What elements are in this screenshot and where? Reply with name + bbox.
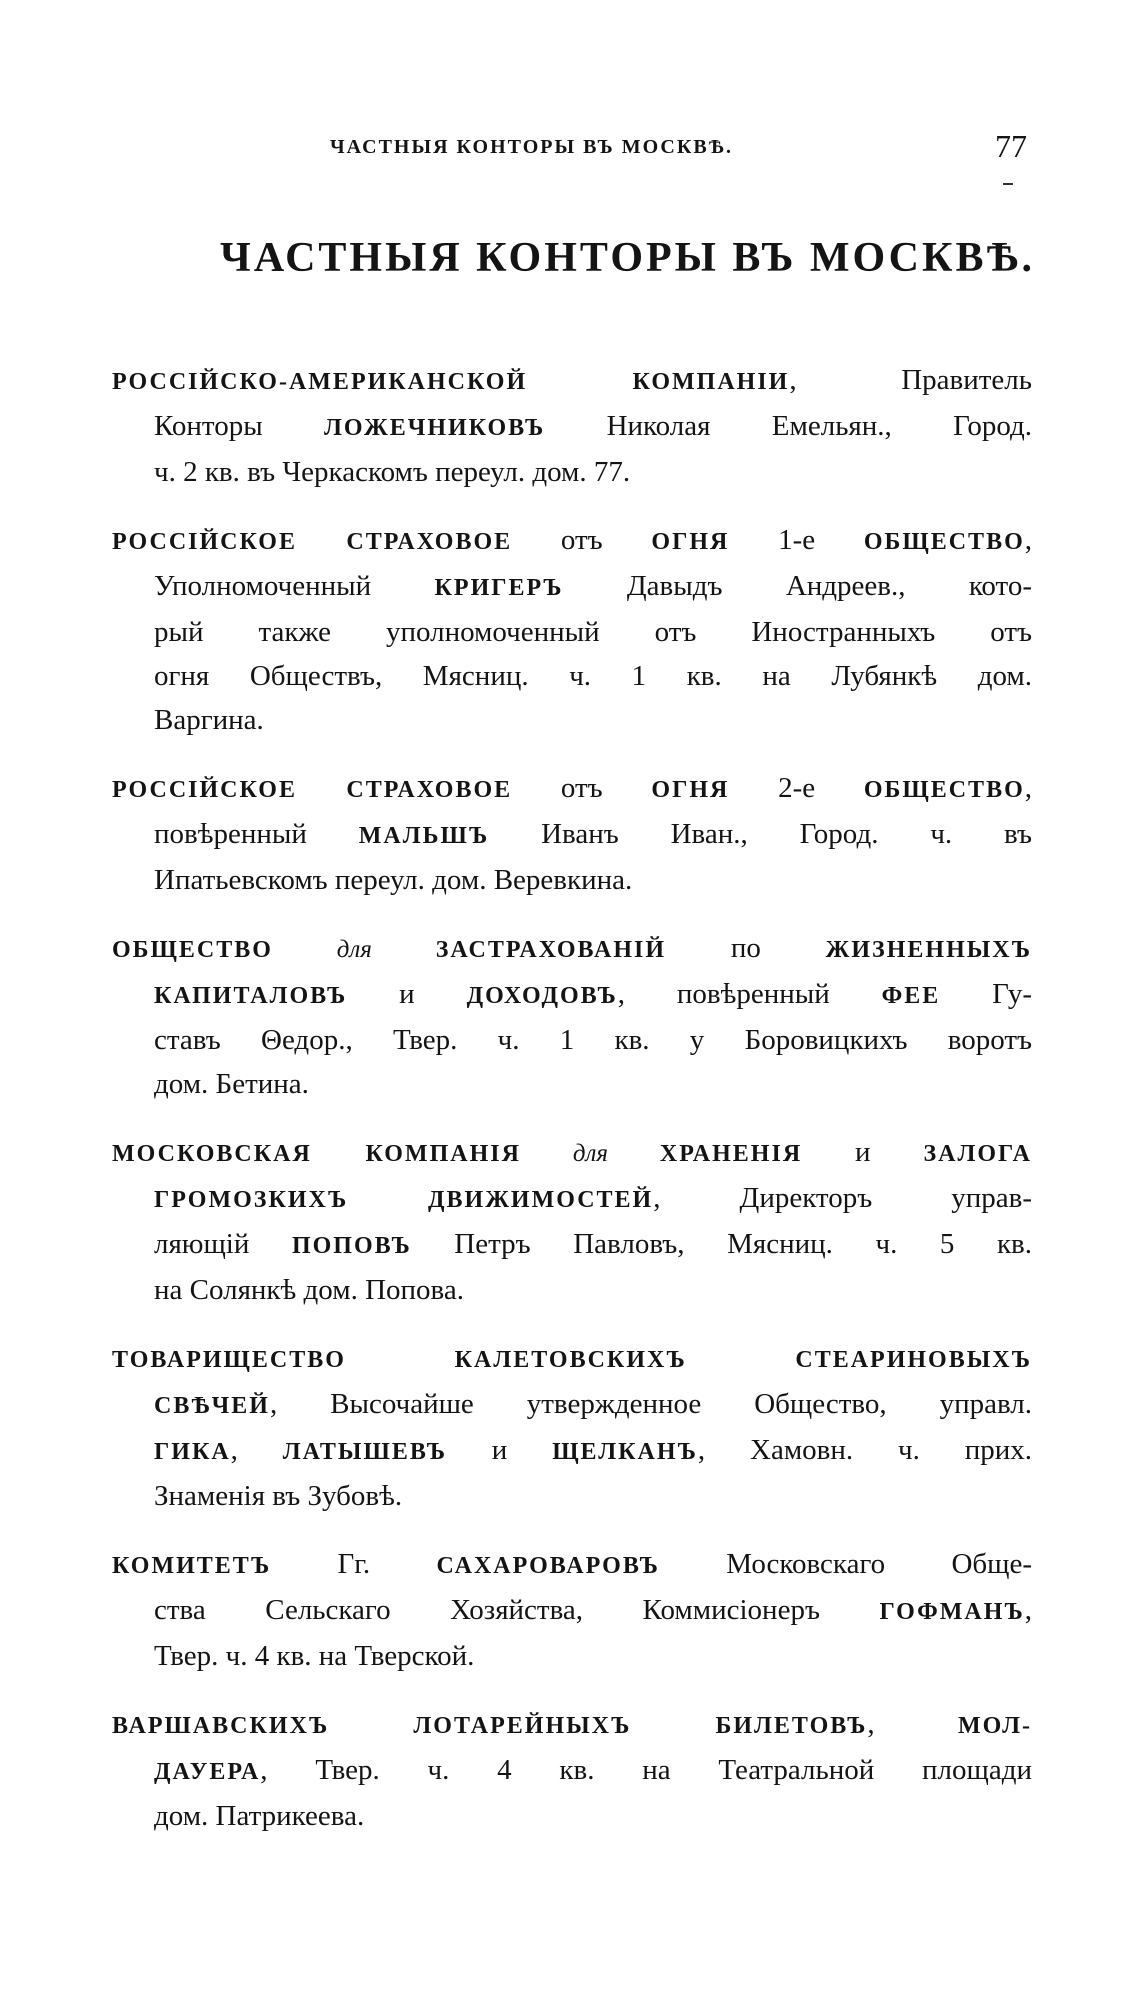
entry-text: , Директоръ управ- (653, 1182, 1032, 1214)
entry-text: дом. Патрикеева. (154, 1800, 365, 1832)
entry-text: Иванъ Иван., Город. ч. въ (489, 818, 1032, 850)
entry-name: ЩЕЛКАНЪ (552, 1439, 698, 1465)
entry-text: на Солянкѣ дом. Попова. (154, 1274, 464, 1306)
entry-text: рый также уполномоченный отъ Иностранныхъ отъ (154, 616, 1032, 648)
entry-text: отъ (512, 772, 652, 804)
entry-name: ОГНЯ (651, 529, 730, 555)
entry-line (112, 1794, 1032, 1838)
entry-name: РОССІЙСКОЕ СТРАХОВОЕ (112, 777, 513, 803)
entry-name: ОБЩЕСТВО (112, 937, 273, 963)
entry-text: отъ (512, 524, 652, 556)
entry-text: повѣренный (154, 818, 359, 850)
entry-text: ства Сельскаго Хозяйства, Коммисіонеръ (154, 1594, 880, 1626)
entry-line (112, 654, 1032, 698)
entry-name: КОМИТЕТЪ (112, 1553, 272, 1579)
entry-line (112, 766, 1032, 812)
entry-text: , (867, 1708, 958, 1740)
entry-line (112, 858, 1032, 902)
entry-text: и (347, 978, 467, 1010)
entry-line (112, 1542, 1032, 1588)
entries-list (112, 358, 1032, 1862)
directory-entry (112, 1130, 1032, 1312)
entry-name: ДАУЕРА (154, 1759, 261, 1785)
entry-line (112, 1268, 1032, 1312)
entry-line (112, 1222, 1032, 1268)
entry-line (112, 1336, 1032, 1382)
entry-line (112, 926, 1032, 972)
page-number: 77 (995, 128, 1027, 164)
entry-text: и (802, 1136, 924, 1168)
directory-entry (112, 766, 1032, 902)
entry-text: 2-е (729, 772, 864, 804)
entry-name: ОБЩЕСТВО (863, 529, 1025, 555)
entry-name: МАЛЬШЪ (358, 823, 490, 849)
entry-line (112, 698, 1032, 742)
entry-text: ляющій (154, 1228, 292, 1260)
running-head: ЧАСТНЫЯ КОНТОРЫ ВЪ МОСКВѢ. (330, 136, 733, 158)
entry-name: ЛОЖЕЧНИКОВЪ (324, 415, 546, 441)
entry-text: ставъ Θедор., Твер. ч. 1 кв. у Боровицкихъ воротъ (154, 1024, 1032, 1056)
entry-name: КАПИТАЛОВЪ (154, 983, 348, 1009)
directory-entry (112, 1336, 1032, 1518)
entry-text: , (1024, 772, 1032, 804)
entry-line (112, 1018, 1032, 1062)
entry-line (112, 1748, 1032, 1794)
entry-line (112, 812, 1032, 858)
entry-name: ГИКА (154, 1439, 231, 1465)
entry-text: Ипатьевскомъ переул. дом. Веревкина. (154, 864, 633, 896)
entry-name: РОССІЙСКО-АМЕРИКАНСКОЙ КОМПАНІИ (112, 369, 790, 395)
entry-text: 1-е (729, 524, 864, 556)
entry-text: Николая Емельян., Город. (545, 410, 1032, 442)
entry-line (112, 1634, 1032, 1678)
entry-text: дом. Бетина. (154, 1068, 309, 1100)
entry-name: ФЕЕ (881, 983, 941, 1009)
entry-name: ЗАСТРАХОВАНІЙ (435, 937, 667, 963)
page-title: ЧАСТНЫЯ КОНТОРЫ ВЪ МОСКВѢ. (220, 235, 1036, 281)
entry-name: ГРОМОЗКИХЪ ДВИЖИМОСТЕЙ (154, 1187, 654, 1213)
entry-name: ОГНЯ (651, 777, 730, 803)
entry-line (112, 1062, 1032, 1106)
directory-entry (112, 1702, 1032, 1838)
entry-line (112, 450, 1032, 494)
entry-line (112, 564, 1032, 610)
entry-name: ЖИЗНЕННЫХЪ (825, 937, 1032, 963)
entry-text: , (1024, 1594, 1032, 1626)
entry-text: Уполномоченный (154, 570, 435, 602)
entry-name: РОССІЙСКОЕ СТРАХОВОЕ (112, 529, 513, 555)
entry-text: Варгина. (154, 704, 264, 736)
entry-text: Гг. (271, 1548, 437, 1580)
entry-line (112, 1176, 1032, 1222)
entry-text: для (272, 936, 436, 963)
directory-entry (112, 926, 1032, 1106)
entry-text: , Твер. ч. 4 кв. на Театральной площади (260, 1754, 1032, 1786)
entry-line (112, 1474, 1032, 1518)
entry-text: и (446, 1434, 553, 1466)
entry-name: ВАРШАВСКИХЪ ЛОТАРЕЙНЫХЪ БИЛЕТОВЪ (112, 1713, 868, 1739)
entry-text: , Хамовн. ч. прих. (697, 1434, 1032, 1466)
entry-name: ЛАТЫШЕВЪ (282, 1439, 447, 1465)
entry-name: САХАРОВАРОВЪ (436, 1553, 660, 1579)
entry-text: ч. 2 кв. въ Черкаскомъ переул. дом. 77. (154, 456, 631, 488)
entry-text: , (1024, 524, 1032, 556)
entry-text: Конторы (154, 410, 325, 442)
entry-line (112, 1382, 1032, 1428)
entry-text: Петръ Павловъ, Мясниц. ч. 5 кв. (411, 1228, 1032, 1260)
decorative-dash (1003, 183, 1013, 185)
entry-name: СВѢЧЕЙ (154, 1393, 270, 1419)
entry-line (112, 1702, 1032, 1748)
entry-name: МОЛ- (958, 1713, 1032, 1739)
entry-text: , Высочайше утвержденное Общество, управл. (269, 1388, 1032, 1420)
directory-entry (112, 518, 1032, 742)
entry-text: по (666, 932, 826, 964)
entry-line (112, 1428, 1032, 1474)
entry-name: ПОПОВЪ (291, 1233, 412, 1259)
entry-text: для (520, 1140, 660, 1167)
entry-line (112, 972, 1032, 1018)
entry-text: Гу- (940, 978, 1032, 1010)
entry-text: , повѣренный (617, 978, 882, 1010)
entry-text: , Правитель (789, 364, 1032, 396)
entry-text: Знаменія въ Зубовѣ. (154, 1480, 403, 1512)
entry-text: Давыдъ Андреев., кото- (563, 570, 1032, 602)
directory-entry (112, 358, 1032, 494)
entry-text: огня Обществъ, Мясниц. ч. 1 кв. на Лубянкѣ дом. (154, 660, 1032, 692)
entry-name: ДОХОДОВЪ (466, 983, 618, 1009)
entry-name: ГОФМАНЪ (879, 1599, 1025, 1625)
entry-name: ОБЩЕСТВО (863, 777, 1025, 803)
entry-text: Твер. ч. 4 кв. на Тверской. (154, 1640, 475, 1672)
entry-name: ТОВАРИЩЕСТВО КАЛЕТОВСКИХЪ СТЕАРИНОВЫХЪ (112, 1347, 1032, 1373)
directory-entry (112, 1542, 1032, 1678)
entry-line (112, 404, 1032, 450)
entry-name: ХРАНЕНІЯ (659, 1141, 803, 1167)
entry-line (112, 1588, 1032, 1634)
entry-line (112, 358, 1032, 404)
entry-text: Московскаго Обще- (659, 1548, 1032, 1580)
entry-name: КРИГЕРЪ (434, 575, 564, 601)
entry-line (112, 518, 1032, 564)
entry-line (112, 1130, 1032, 1176)
entry-name: ЗАЛОГА (923, 1141, 1032, 1167)
entry-name: МОСКОВСКАЯ КОМПАНІЯ (112, 1141, 521, 1167)
entry-line (112, 610, 1032, 654)
entry-text: , (230, 1434, 283, 1466)
